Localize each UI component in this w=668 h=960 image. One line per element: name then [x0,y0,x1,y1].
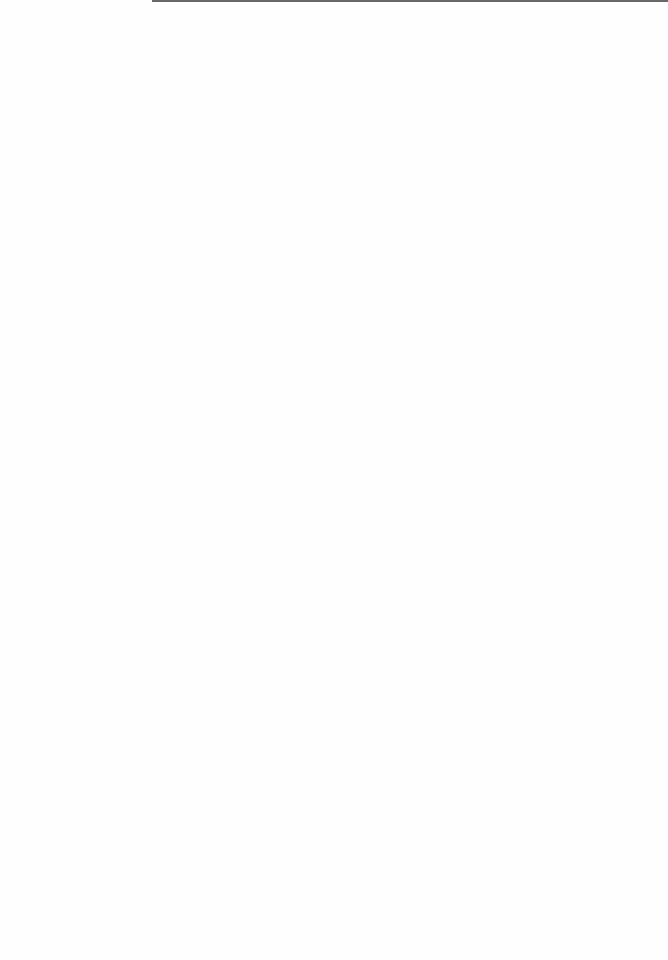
toc-content [0,0,668,62]
